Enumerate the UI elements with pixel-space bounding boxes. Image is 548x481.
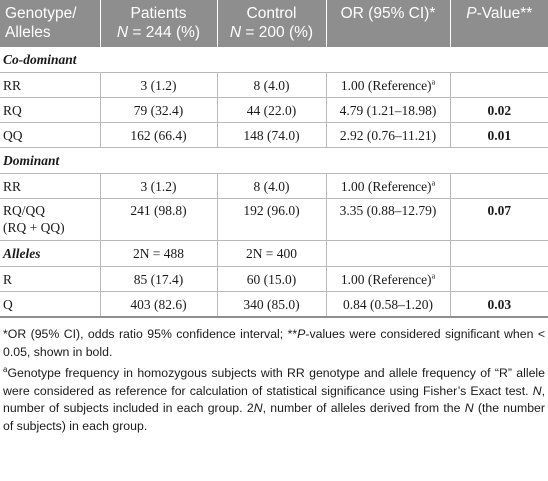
pvalue-cell — [450, 73, 548, 98]
table-row — [0, 123, 548, 148]
footnote-or-pvalue: *OR (95% CI), odds ratio 95% confidence interval; **P-values were considered significant when < 0.05, shown in bold. — [3, 327, 546, 359]
pvalue-cell — [450, 241, 548, 267]
control-cell: 192 (96.0) — [217, 199, 326, 241]
patients-cell: 162 (66.4) — [100, 123, 217, 148]
table-row — [0, 292, 548, 318]
or-cell: 0.84 (0.58–1.20) — [326, 292, 450, 318]
table-row — [0, 267, 548, 292]
or-cell: 2.92 (0.76–11.21) — [326, 123, 450, 148]
genotype-cell: R — [0, 267, 100, 292]
patients-cell: 3 (1.2) — [100, 174, 217, 199]
section-row-codominant — [0, 47, 548, 73]
header-pvalue: P-Value** — [450, 0, 548, 47]
table-row — [0, 199, 548, 241]
patients-cell: 241 (98.8) — [100, 199, 217, 241]
section-row-dominant — [0, 148, 548, 174]
patients-cell: 2N = 488 — [100, 241, 217, 267]
control-cell: 8 (4.0) — [217, 73, 326, 98]
or-cell: 3.35 (0.88–12.79) — [326, 199, 450, 241]
control-cell: 340 (85.0) — [217, 292, 326, 318]
patients-cell: 3 (1.2) — [100, 73, 217, 98]
pvalue-cell — [450, 174, 548, 199]
table-row — [0, 73, 548, 98]
genotype-cell: RQ — [0, 98, 100, 123]
control-cell: 8 (4.0) — [217, 174, 326, 199]
genotype-cell: RR — [0, 174, 100, 199]
control-cell: 2N = 400 — [217, 241, 326, 267]
pvalue-cell — [450, 267, 548, 292]
header-row — [0, 0, 548, 47]
table-footnotes — [0, 318, 548, 435]
control-cell: 148 (74.0) — [217, 123, 326, 148]
pvalue-cell: 0.01 — [450, 123, 548, 148]
header-or: OR (95% CI)* — [326, 0, 450, 47]
genotype-cell: Q — [0, 292, 100, 318]
control-cell: 60 (15.0) — [217, 267, 326, 292]
or-cell: 1.00 (Reference)$^a$ — [326, 267, 450, 292]
patients-cell: 403 (82.6) — [100, 292, 217, 318]
section-label: Dominant — [0, 148, 548, 174]
pvalue-cell: 0.02 — [450, 98, 548, 123]
or-cell — [326, 241, 450, 267]
header-genotype: Genotype/ Alleles — [0, 0, 100, 47]
or-cell: 4.79 (1.21–18.98) — [326, 98, 450, 123]
patients-cell: 79 (32.4) — [100, 98, 217, 123]
genotype-cell: QQ — [0, 123, 100, 148]
control-cell: 44 (22.0) — [217, 98, 326, 123]
section-label: Co-dominant — [0, 47, 548, 73]
section-label: Alleles — [0, 241, 100, 267]
patients-cell: 85 (17.4) — [100, 267, 217, 292]
header-control: Control N = 200 (%) — [217, 0, 326, 47]
genotype-cell: RR — [0, 73, 100, 98]
header-patients: Patients N = 244 (%) — [100, 0, 217, 47]
footnote-reference: $^a$Genotype frequency in homozygous subjects with RR genotype and allele frequency of “R” allele were considered as reference for calculation of statistical significance using Fisher’s Exact test. N, number of subjects included in each group. 2N, number of alleles derived from the N (the number of subjects) in each group. — [3, 364, 545, 433]
or-cell: 1.00 (Reference)$^a$ — [326, 73, 450, 98]
section-row-alleles — [0, 241, 548, 267]
pvalue-cell: 0.07 — [450, 199, 548, 241]
or-cell: 1.00 (Reference)$^a$ — [326, 174, 450, 199]
table-row — [0, 174, 548, 199]
table-row — [0, 98, 548, 123]
genotype-cell: RQ/QQ (RQ + QQ) — [0, 199, 100, 241]
pvalue-cell: 0.03 — [450, 292, 548, 318]
